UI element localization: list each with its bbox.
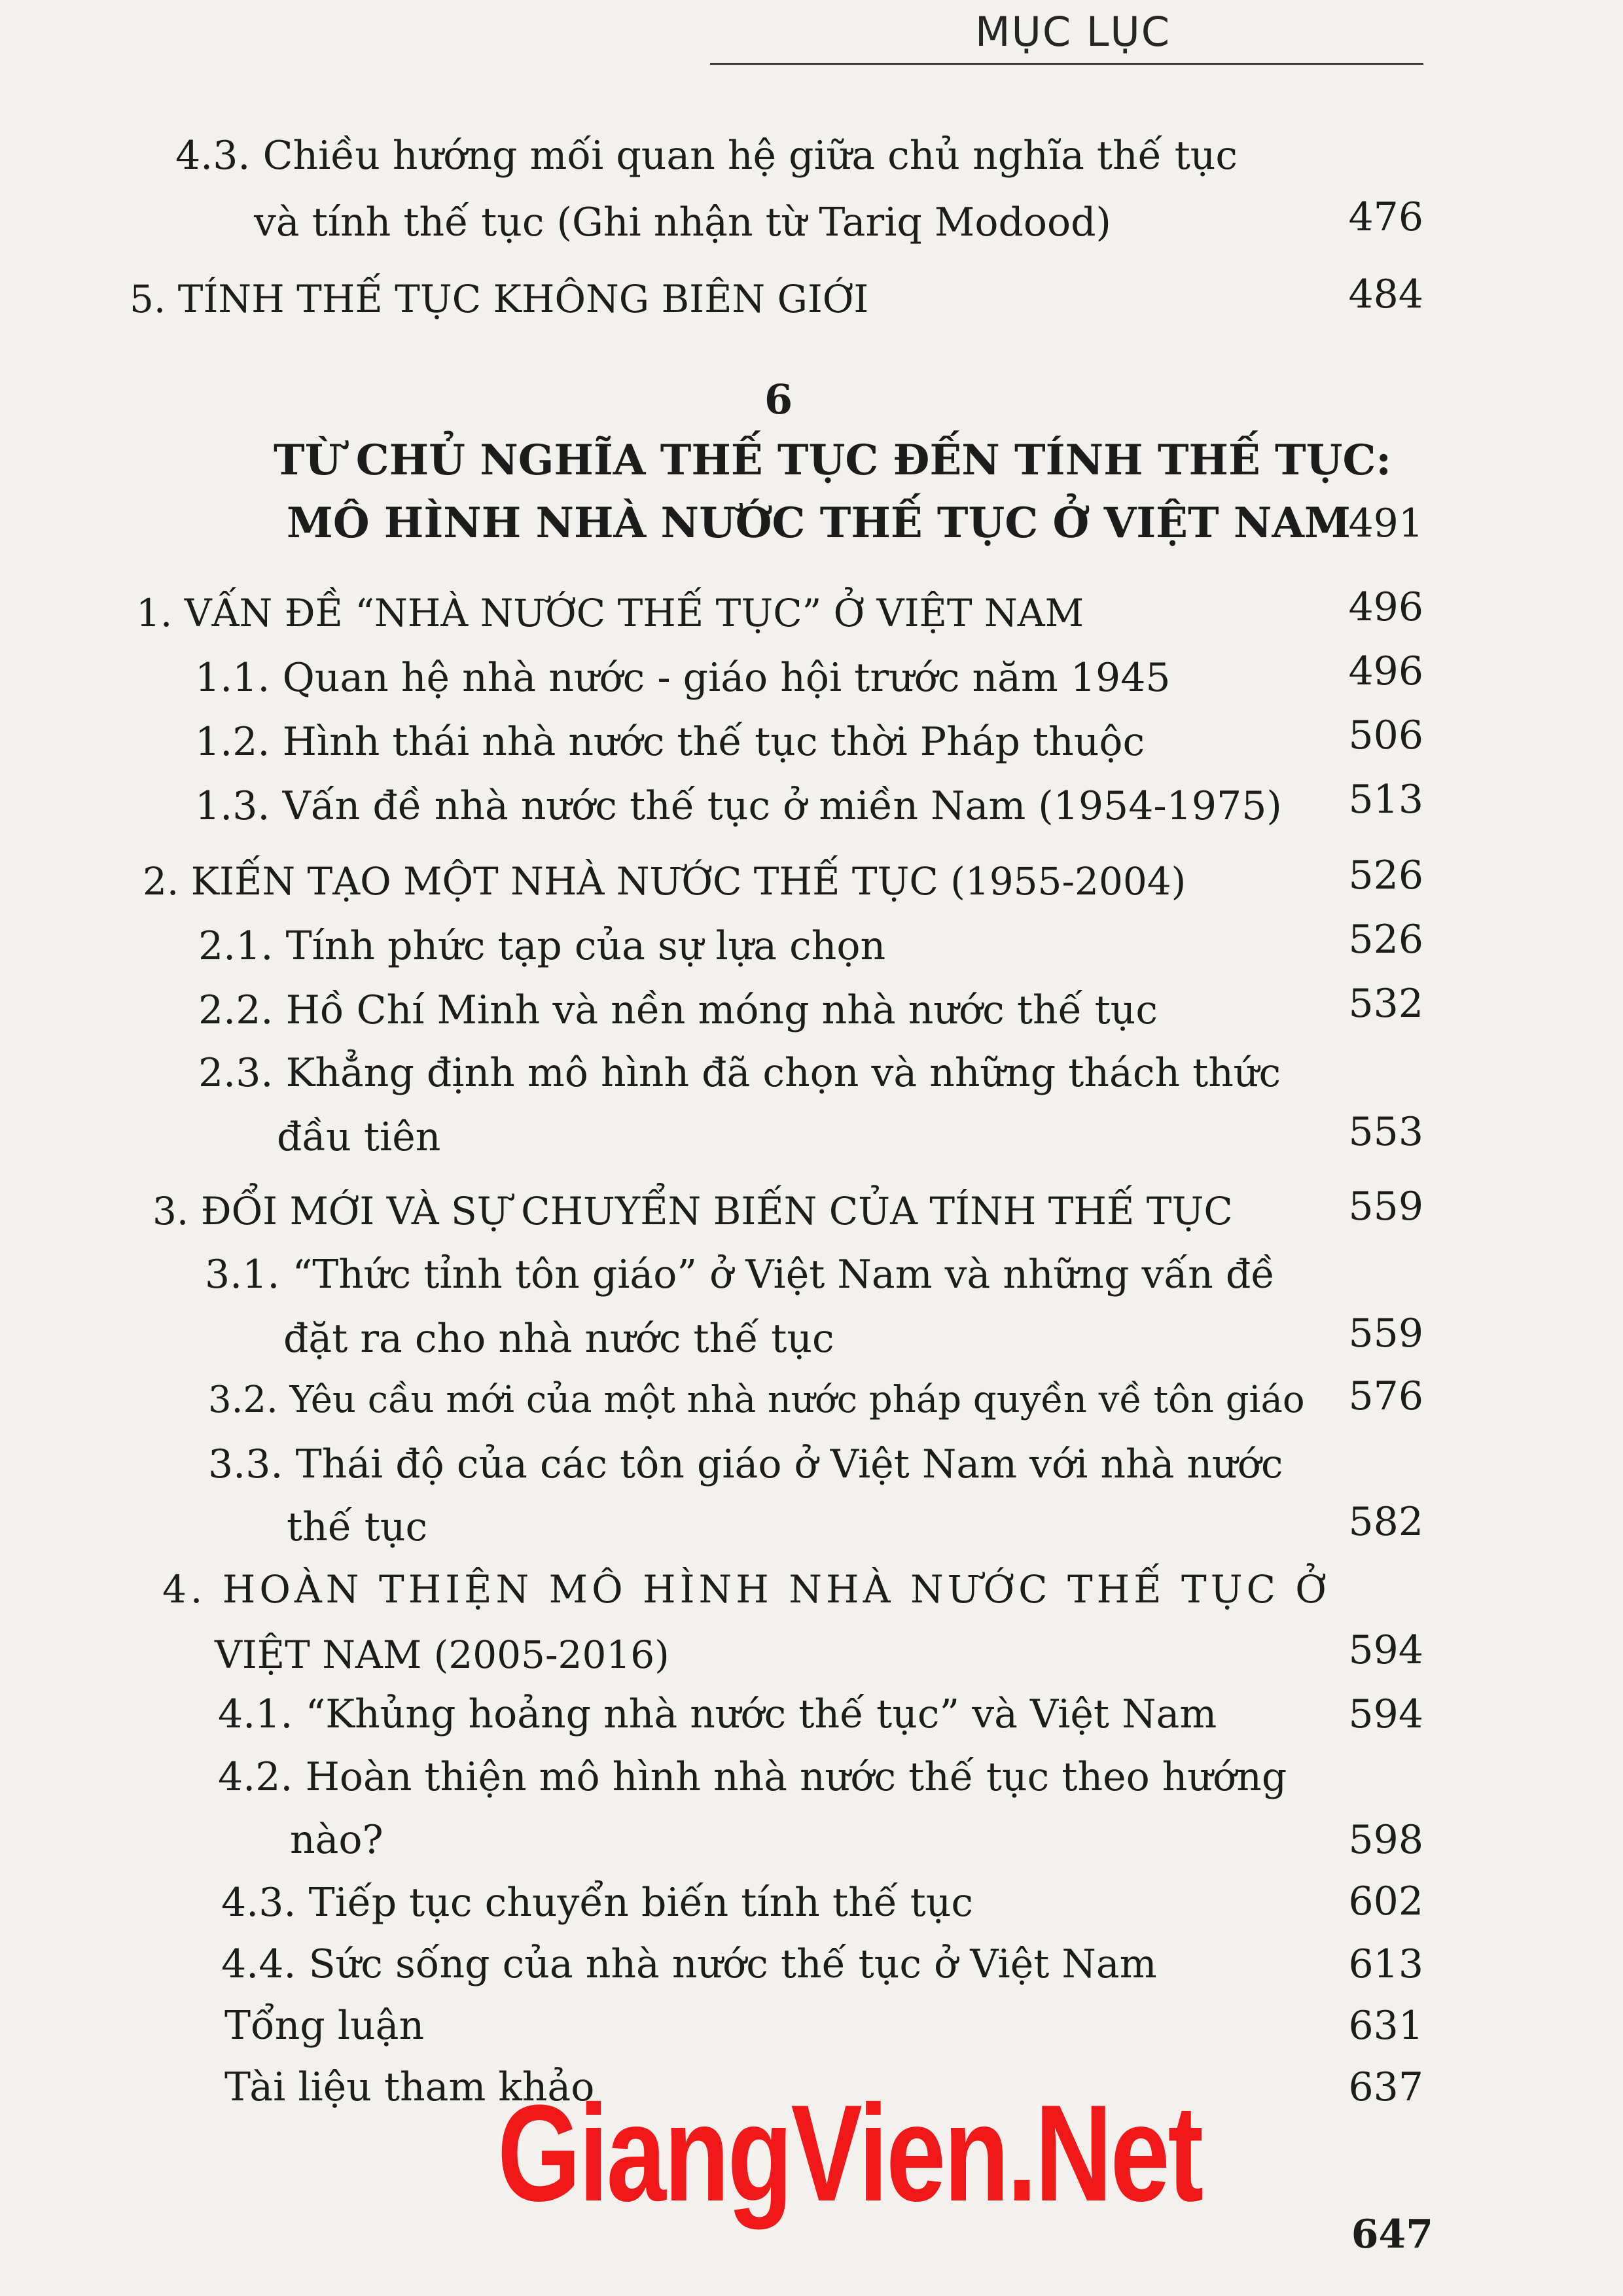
toc-entry-page: 559 bbox=[1348, 1184, 1423, 1229]
toc-entry-text: 3.3. Thái độ của các tôn giáo ở Việt Nam với nhà nước bbox=[208, 1441, 1283, 1487]
chapter-title-line-2: MÔ HÌNH NHÀ NƯỚC THẾ TỤC Ở VIỆT NAM bbox=[287, 499, 1351, 548]
toc-entry-text: 3.1. “Thức tỉnh tôn giáo” ở Việt Nam và những vấn đề bbox=[205, 1252, 1275, 1298]
toc-entry-text: 4.3. Tiếp tục chuyển biến tính thế tục bbox=[221, 1880, 973, 1926]
toc-entry-text: Tổng luận bbox=[224, 2003, 425, 2049]
toc-entry-text: VIỆT NAM (2005-2016) bbox=[215, 1633, 669, 1677]
toc-entry-text: 2.1. Tính phức tạp của sự lựa chọn bbox=[198, 923, 886, 969]
toc-entry-text: 1. VẤN ĐỀ “NHÀ NƯỚC THẾ TỤC” Ở VIỆT NAM bbox=[136, 591, 1084, 635]
toc-entry-text: 4.4. Sức sống của nhà nước thế tục ở Việt Nam bbox=[221, 1941, 1157, 1987]
toc-entry-page: 484 bbox=[1348, 272, 1423, 317]
toc-entry-page: 613 bbox=[1348, 1941, 1423, 1987]
watermark-logo: GiangVien.Net bbox=[497, 2076, 1202, 2230]
toc-entry-text: 1.2. Hình thái nhà nước thế tục thời Pháp thuộc bbox=[195, 719, 1145, 765]
toc-entry-text: 4.3. Chiều hướng mối quan hệ giữa chủ nghĩa thế tục bbox=[175, 133, 1238, 179]
toc-entry-text: 2. KIẾN TẠO MỘT NHÀ NƯỚC THẾ TỤC (1955-2004) bbox=[143, 859, 1186, 904]
toc-entry-text: 4. HOÀN THIỆN MÔ HÌNH NHÀ NƯỚC THẾ TỤC Ở bbox=[162, 1567, 1330, 1612]
toc-entry-text: nào? bbox=[290, 1817, 383, 1863]
toc-entry-page: 506 bbox=[1348, 713, 1423, 758]
toc-entry-text: 4.1. “Khủng hoảng nhà nước thế tục” và Việt Nam bbox=[218, 1691, 1217, 1737]
toc-entry-page: 526 bbox=[1348, 917, 1423, 963]
toc-entry-page: 576 bbox=[1348, 1373, 1423, 1419]
chapter-page: 491 bbox=[1348, 501, 1423, 546]
page-number: 647 bbox=[1351, 2212, 1433, 2257]
chapter-title-line-1: TỪ CHỦ NGHĨA THẾ TỤC ĐẾN TÍNH THẾ TỤC: bbox=[274, 436, 1391, 485]
toc-entry-text: Tài liệu tham khảo bbox=[224, 2064, 595, 2110]
toc-entry-text: 5. TÍNH THẾ TỤC KHÔNG BIÊN GIỚI bbox=[130, 277, 869, 321]
toc-entry-text: đầu tiên bbox=[277, 1114, 441, 1160]
toc-entry-page: 532 bbox=[1348, 981, 1423, 1027]
toc-entry-page: 476 bbox=[1348, 194, 1423, 240]
toc-entry-text: thế tục bbox=[287, 1504, 428, 1550]
toc-entry-text: 2.3. Khẳng định mô hình đã chọn và những thách thức bbox=[198, 1050, 1281, 1096]
toc-entry-page: 553 bbox=[1348, 1109, 1423, 1155]
toc-entry-page: 513 bbox=[1348, 777, 1423, 822]
toc-entry-page: 594 bbox=[1348, 1691, 1423, 1737]
toc-entry-page: 602 bbox=[1348, 1879, 1423, 1924]
toc-entry-page: 496 bbox=[1348, 648, 1423, 694]
toc-entry-page: 637 bbox=[1348, 2064, 1423, 2110]
toc-entry-page: 598 bbox=[1348, 1817, 1423, 1863]
toc-entry-page: 526 bbox=[1348, 853, 1423, 898]
header-rule bbox=[710, 63, 1423, 65]
toc-entry-page: 582 bbox=[1348, 1499, 1423, 1545]
toc-entry-page: 631 bbox=[1348, 2003, 1423, 2049]
toc-entry-text: 1.3. Vấn đề nhà nước thế tục ở miền Nam (1954-1975) bbox=[195, 783, 1282, 829]
toc-entry-text: 2.2. Hồ Chí Minh và nền móng nhà nước thế tục bbox=[198, 987, 1158, 1033]
toc-entry-page: 496 bbox=[1348, 584, 1423, 630]
running-header: MỤC LỤC bbox=[975, 8, 1171, 56]
chapter-number: 6 bbox=[764, 376, 793, 423]
toc-entry-page: 559 bbox=[1348, 1311, 1423, 1356]
toc-entry-page: 594 bbox=[1348, 1627, 1423, 1673]
toc-entry-text: 3. ĐỔI MỚI VÀ SỰ CHUYỂN BIẾN CỦA TÍNH THẾ TỤC bbox=[152, 1189, 1233, 1233]
toc-entry-text: 1.1. Quan hệ nhà nước - giáo hội trước năm 1945 bbox=[195, 655, 1171, 701]
toc-entry-text: và tính thế tục (Ghi nhận từ Tariq Modood) bbox=[254, 200, 1111, 245]
toc-entry-text: đặt ra cho nhà nước thế tục bbox=[283, 1316, 834, 1362]
toc-entry-text: 3.2. Yêu cầu mới của một nhà nước pháp quyền về tôn giáo bbox=[208, 1379, 1305, 1421]
toc-entry-text: 4.2. Hoàn thiện mô hình nhà nước thế tục theo hướng bbox=[218, 1754, 1287, 1800]
